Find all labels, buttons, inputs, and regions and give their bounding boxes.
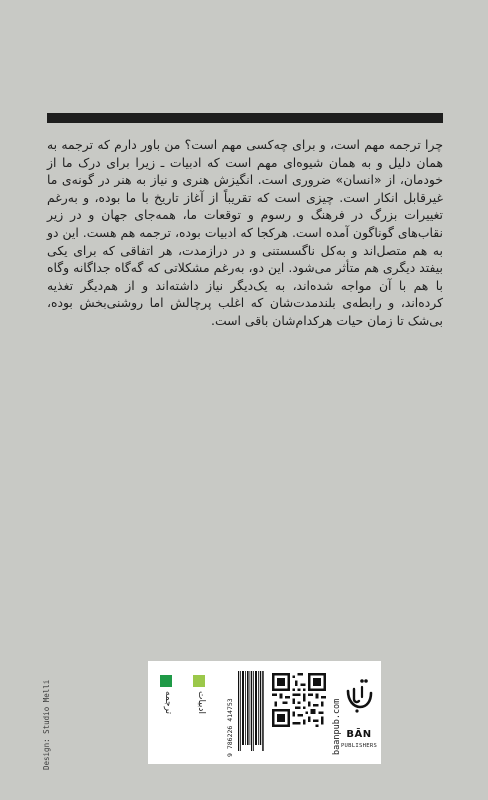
design-credit: Design: Studio Melli [42,679,51,770]
publishers-label: PUBLISHERS [340,743,378,749]
publisher-brand-name: BĀN [346,729,372,740]
category-translation [160,675,174,715]
isbn-barcode-block [226,671,266,757]
barcode-icon [238,671,264,751]
category-literature-label: ادبیات [196,691,206,714]
qr-code-icon[interactable] [272,673,326,727]
top-divider-bar [47,113,443,123]
category-translation-label: ترجمه [163,691,173,715]
category-literature-swatch [193,675,205,687]
category-literature [193,675,207,714]
ban-publisher-logo-icon [344,673,374,713]
publisher-info-box [148,661,381,764]
isbn-number: 9 786226 414753 [226,698,234,757]
category-translation-swatch [160,675,172,687]
publisher-website-link[interactable]: baanpub.com [332,698,342,755]
back-cover-blurb: چرا ترجمه مهم است، و برای چه‌کسی مهم است؟ من باور دارم که ترجمه به همان دلیل و به همان شیوه‌ای مهم است که ادبیات ـ زیرا برای درک ما از خودمان، از «انسان» ضروری است. انگیزش هنری و نیاز به هنر در گونه‌ی ما غیرقابل انکار است. چیزی است که تقریباً از آغاز تاریخ با ما بوده، و به‌رغم تغییرات بزرگ در فرهنگ و رسوم و توقعات ما، همه‌جای جهان و در زیر نقاب‌های گوناگون آمده است. هرکجا که ادبیات بوده، ترجمه هم هست. این دو به هم متصل‌اند و به‌کل ناگسستنی و در درازمدت، هر اتفاقی که برای یکی بیفتد دیگری هم متأثر می‌شود. این دو، به‌رغم مشکلاتی که گه‌گاه جداگانه وگاه با هم با آن مواجه شده‌اند، به یک‌دیگر نیاز داشته‌اند و از هم‌دیگر تغذیه کرده‌اند، و رابطه‌ی بلندمدت‌شان که اغلب پرچالش اما روشنی‌بخش بوده، بی‌شک تا زمان حیات هرکدام‌شان باقی است. [47,137,443,328]
